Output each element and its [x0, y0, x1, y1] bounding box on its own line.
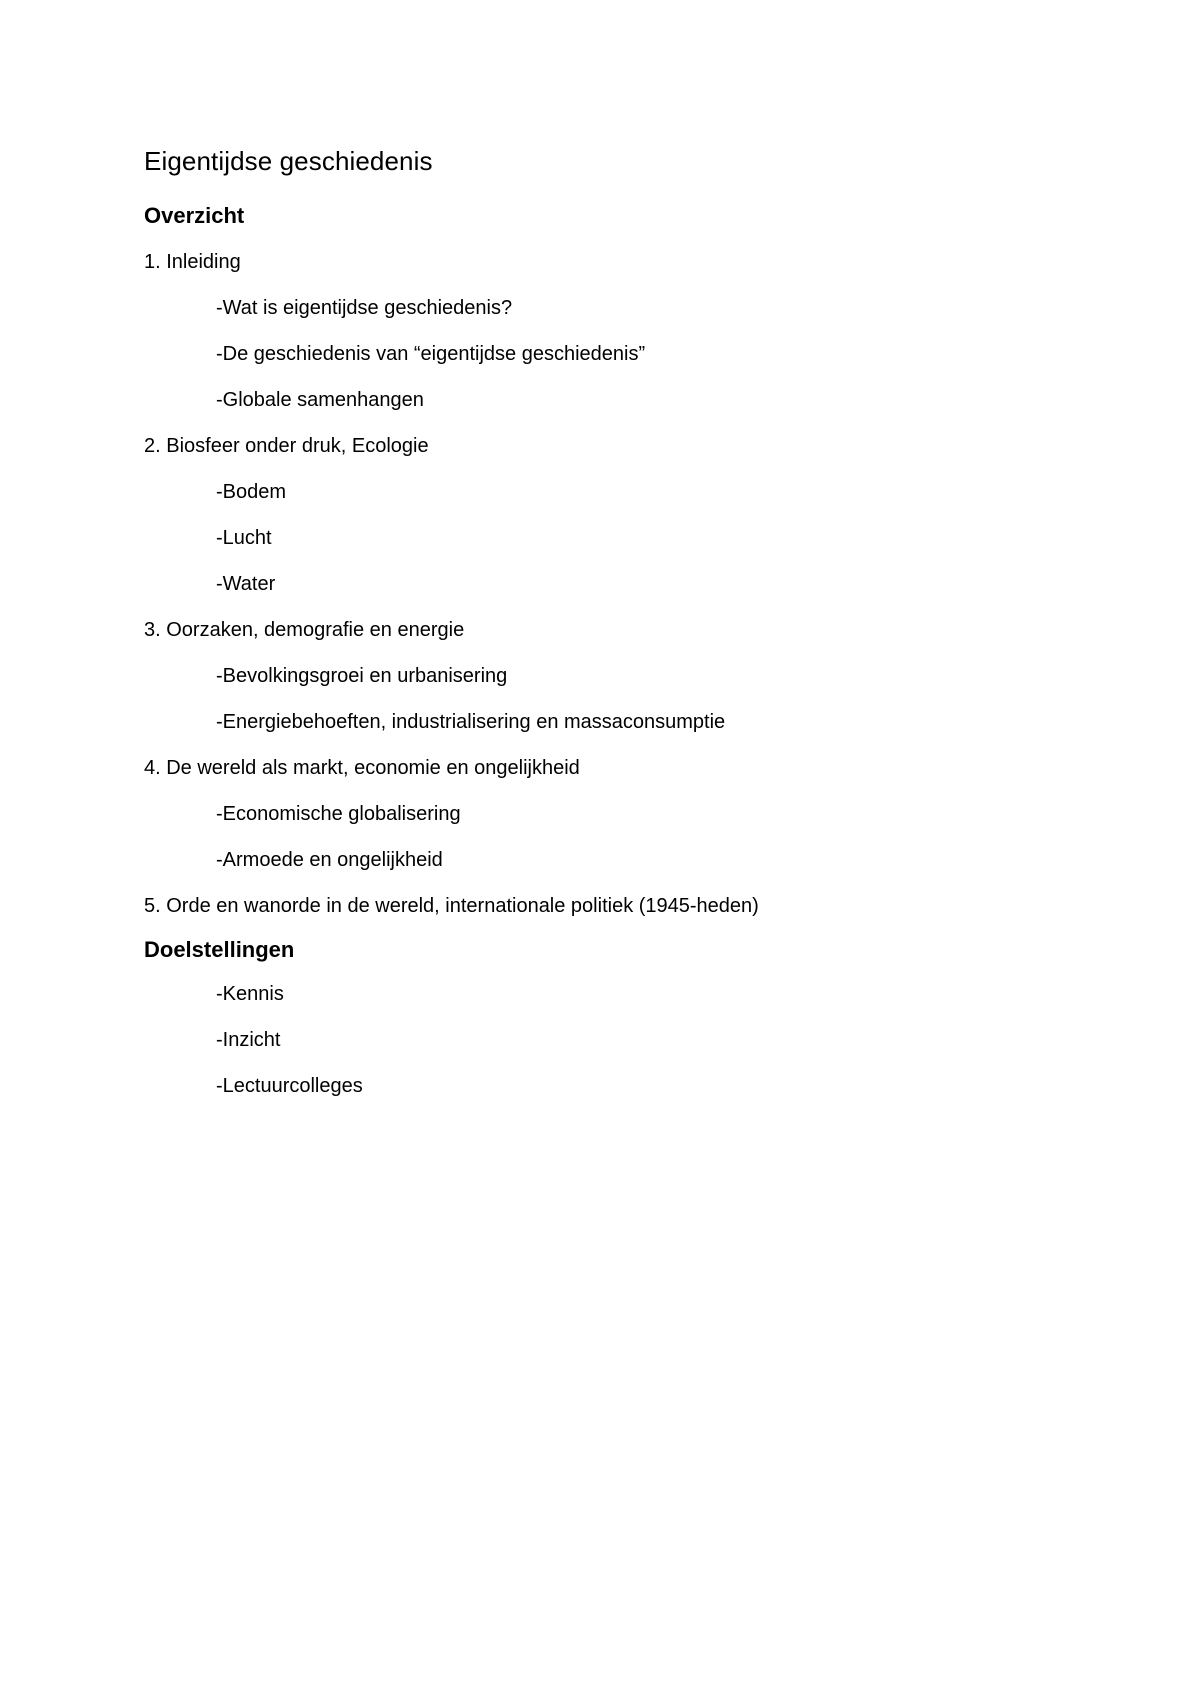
section-2-item-3: -Water	[216, 573, 276, 595]
goals-heading: Doelstellingen	[144, 937, 295, 962]
section-3-item-2: -Energiebehoeften, industrialisering en massaconsumptie	[216, 711, 726, 733]
goal-item-3: -Lectuurcolleges	[216, 1075, 363, 1097]
section-4-label: 4. De wereld als markt, economie en ongelijkheid	[144, 757, 580, 779]
goal-item-2: -Inzicht	[216, 1029, 281, 1051]
section-1-item-2: -De geschiedenis van “eigentijdse geschiedenis”	[216, 343, 646, 365]
section-1-label: 1. Inleiding	[144, 251, 241, 273]
section-2-label: 2. Biosfeer onder druk, Ecologie	[144, 435, 429, 457]
section-2-item-1: -Bodem	[216, 481, 287, 503]
section-1-item-3: -Globale samenhangen	[216, 389, 424, 411]
goal-item-1: -Kennis	[216, 983, 284, 1005]
overview-heading: Overzicht	[144, 203, 245, 228]
section-3-item-1: -Bevolkingsgroei en urbanisering	[216, 665, 508, 687]
section-4-item-1: -Economische globalisering	[216, 803, 461, 825]
section-5-label: 5. Orde en wanorde in de wereld, internationale politiek (1945-heden)	[144, 895, 759, 917]
section-3-label: 3. Oorzaken, demografie en energie	[144, 619, 465, 641]
section-4-item-2: -Armoede en ongelijkheid	[216, 849, 443, 871]
section-1-item-1: -Wat is eigentijdse geschiedenis?	[216, 297, 513, 319]
document-body	[144, 146, 1104, 1100]
document-title: Eigentijdse geschiedenis	[144, 146, 433, 176]
section-2-item-2: -Lucht	[216, 527, 272, 549]
